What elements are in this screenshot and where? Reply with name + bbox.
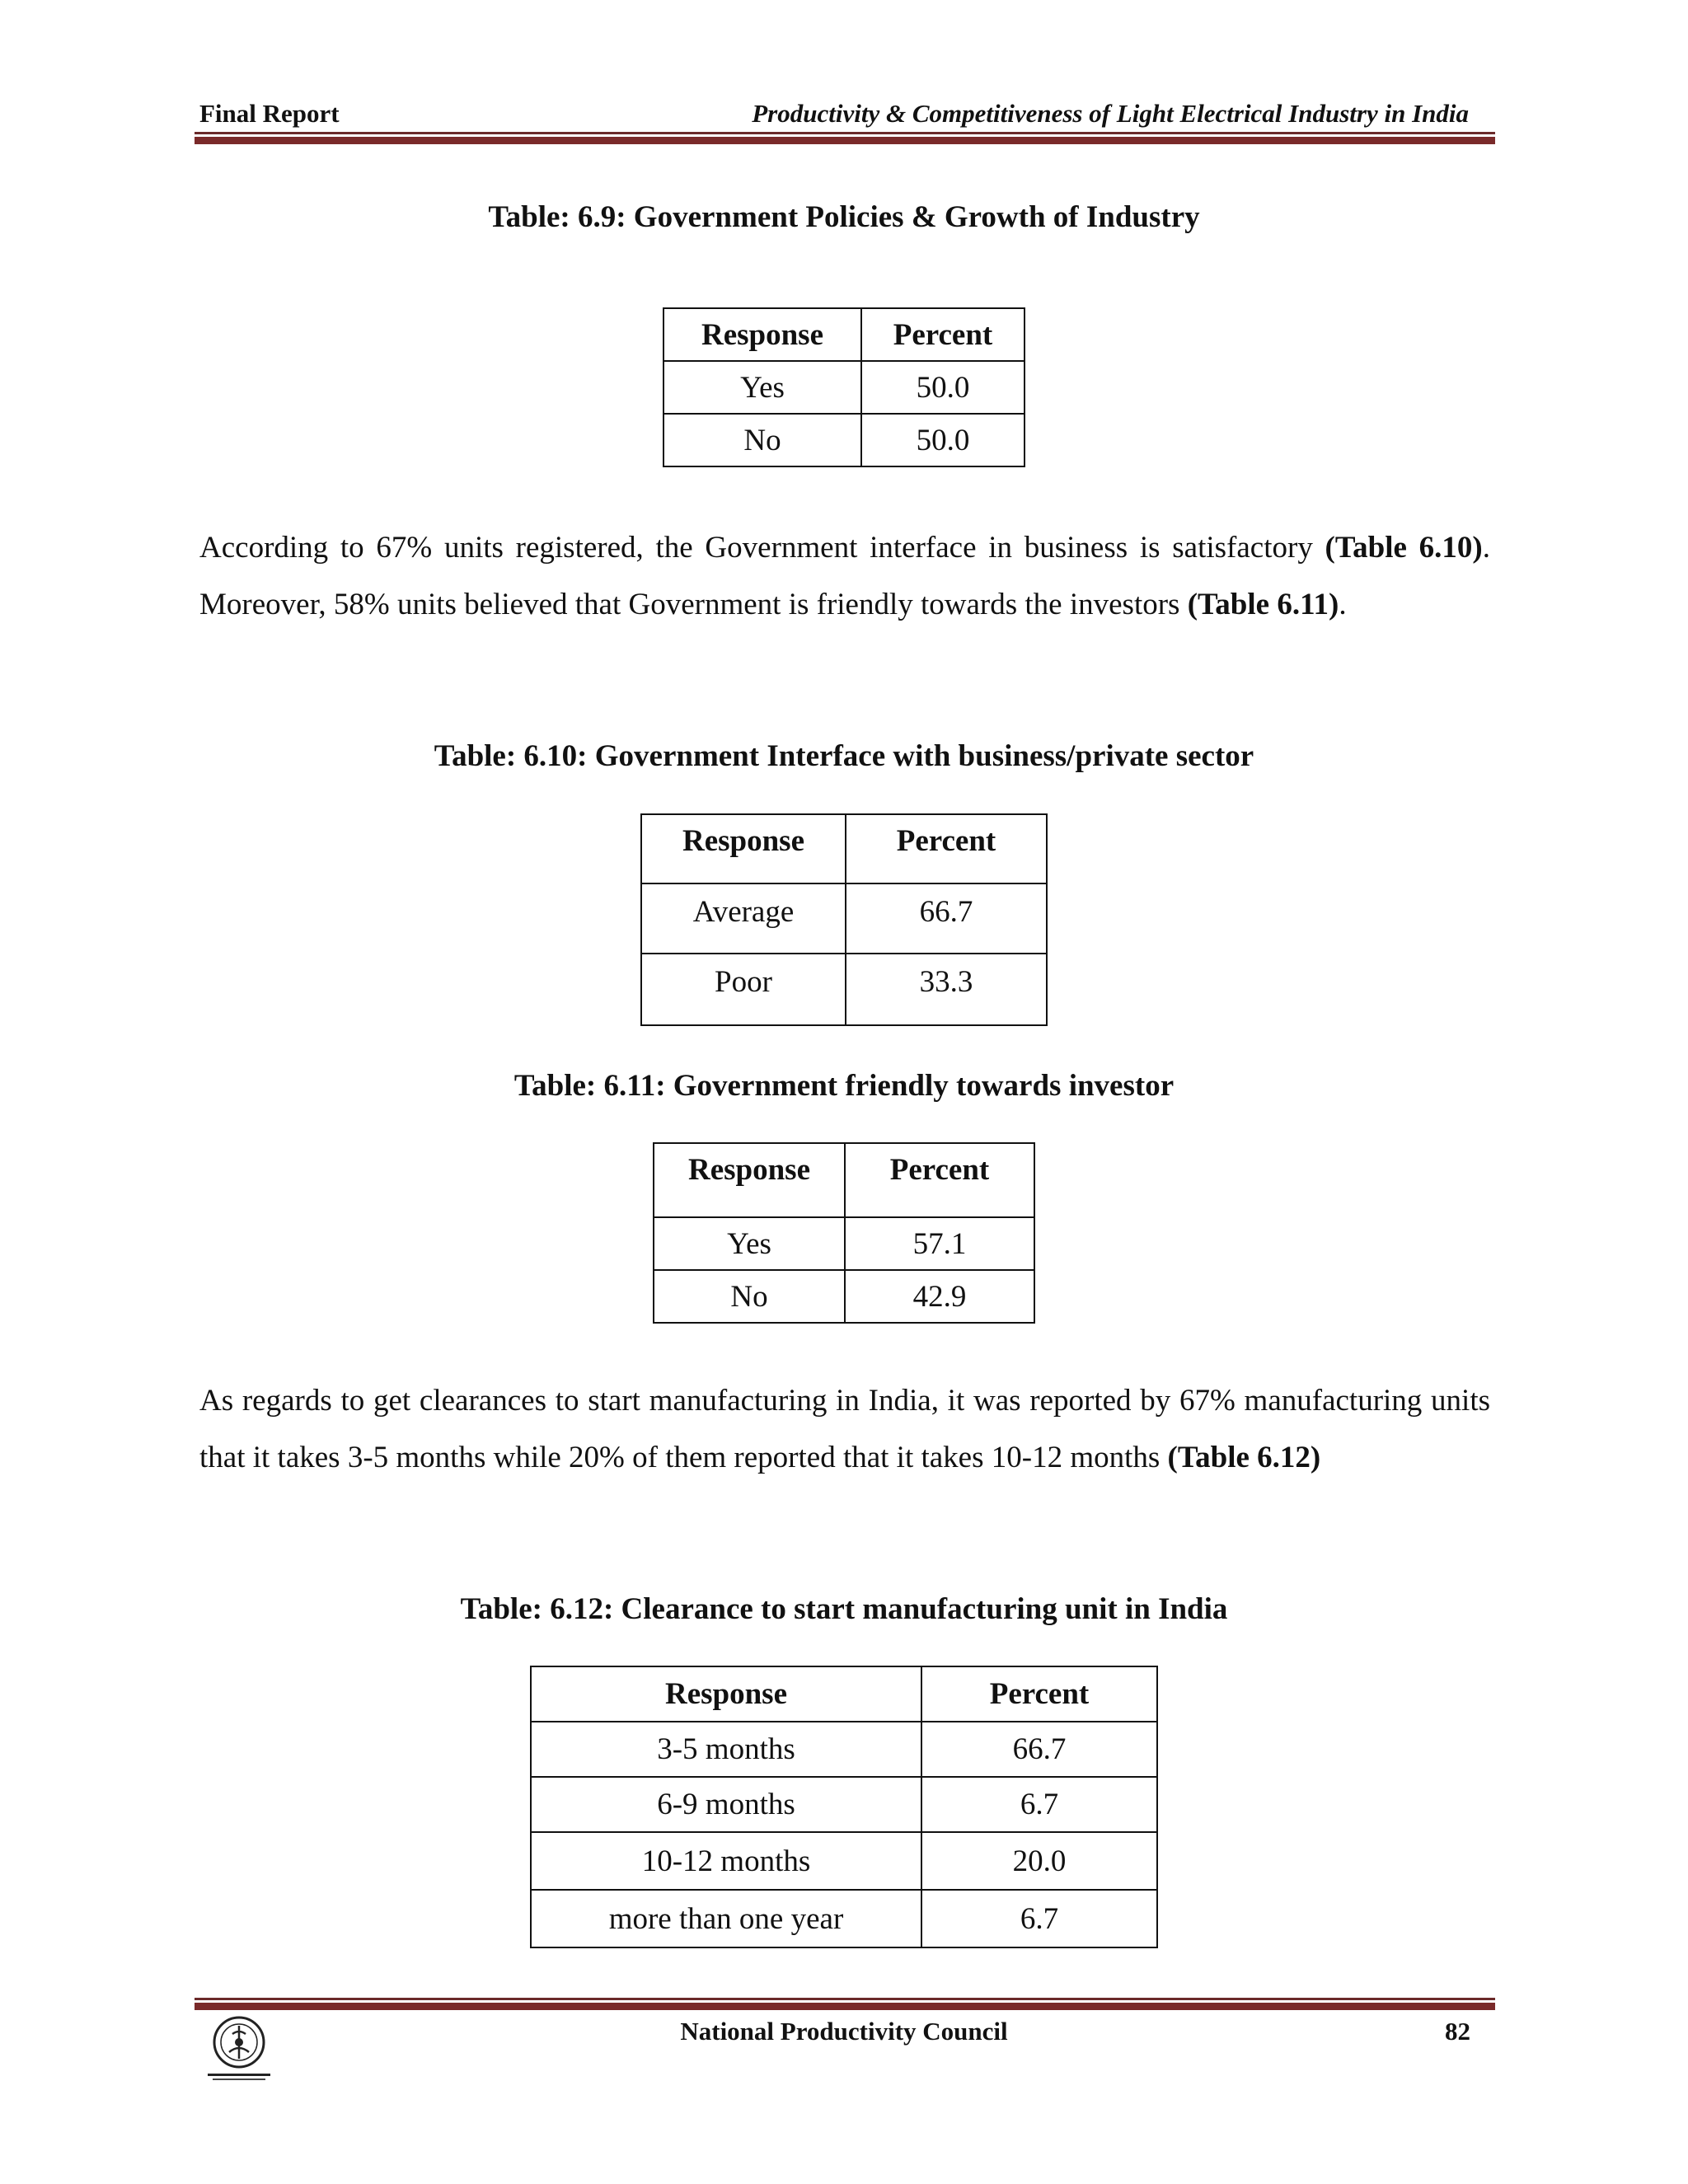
table-row	[531, 1832, 1157, 1890]
page-number: 82	[1445, 2017, 1470, 2046]
table-row	[531, 1722, 1157, 1777]
header-document-title: Productivity & Competitiveness of Light Electrical Industry in India	[752, 99, 1469, 128]
para1-text-1: According to 67% units registered, the Government interface in business is satisfactory	[199, 531, 1325, 565]
cell-response: 3-5 months	[531, 1722, 921, 1777]
cell-response: 10-12 months	[531, 1832, 921, 1890]
para2-text: As regards to get clearances to start manufacturing in India, it was reported by 67% manufacturing units that it takes 3-5 months while 20% of them reported that it takes 10-12 months	[199, 1384, 1490, 1474]
cell-response: Poor	[641, 954, 846, 1025]
column-header-response: Response	[641, 814, 846, 883]
cell-response: No	[663, 414, 861, 466]
cell-response: No	[654, 1270, 845, 1323]
cell-percent: 33.3	[846, 954, 1047, 1025]
cell-percent: 66.7	[846, 883, 1047, 954]
cell-response: Yes	[654, 1217, 845, 1270]
column-header-percent: Percent	[845, 1143, 1034, 1217]
cell-response: Average	[641, 883, 846, 954]
header-rule-thin	[195, 132, 1495, 134]
table-6-11	[653, 1142, 1035, 1324]
header-report-label: Final Report	[199, 99, 340, 128]
table-6-10	[640, 813, 1048, 1026]
cell-percent: 50.0	[861, 414, 1025, 466]
table-6-12-caption: Table: 6.12: Clearance to start manufacturing unit in India	[460, 1592, 1228, 1626]
column-header-percent: Percent	[921, 1666, 1157, 1722]
cell-response: more than one year	[531, 1890, 921, 1947]
column-header-response: Response	[531, 1666, 921, 1722]
cell-response: 6-9 months	[531, 1777, 921, 1832]
para1-ref-table-6-10: (Table 6.10)	[1325, 531, 1483, 565]
cell-percent: 20.0	[921, 1832, 1157, 1890]
table-6-9-caption: Table: 6.9: Government Policies & Growth of Industry	[488, 200, 1200, 234]
paragraph-clearances	[199, 1372, 1490, 1486]
table-6-9	[663, 307, 1025, 467]
table-6-10-caption: Table: 6.10: Government Interface with business/private sector	[434, 739, 1254, 773]
cell-percent: 66.7	[921, 1722, 1157, 1777]
cell-percent: 6.7	[921, 1890, 1157, 1947]
column-header-percent: Percent	[846, 814, 1047, 883]
table-row	[531, 1890, 1157, 1947]
para1-ref-table-6-11: (Table 6.11)	[1187, 588, 1339, 621]
table-row	[654, 1217, 1034, 1270]
header-rule-thick	[195, 137, 1495, 144]
table-row	[654, 1270, 1034, 1323]
para2-ref-table-6-12: (Table 6.12)	[1167, 1441, 1321, 1474]
column-header-response: Response	[654, 1143, 845, 1217]
footer-rule-thin	[195, 1998, 1495, 2000]
table-row	[663, 361, 1025, 414]
column-header-response: Response	[663, 308, 861, 361]
para1-text-2: . Moreover, 58% units believed that Government is friendly towards the investors	[199, 531, 1490, 621]
table-row	[663, 414, 1025, 466]
cell-response: Yes	[663, 361, 861, 414]
table-row	[641, 883, 1047, 954]
footer-rule-thick	[195, 2003, 1495, 2010]
table-6-12	[530, 1666, 1158, 1948]
table-6-11-caption: Table: 6.11: Government friendly towards investor	[513, 1069, 1175, 1103]
column-header-percent: Percent	[861, 308, 1025, 361]
table-row	[531, 1777, 1157, 1832]
para1-text-3: .	[1339, 588, 1347, 621]
footer-organization: National Productivity Council	[680, 2017, 1008, 2046]
cell-percent: 50.0	[861, 361, 1025, 414]
table-row	[641, 954, 1047, 1025]
cell-percent: 57.1	[845, 1217, 1034, 1270]
paragraph-government-interface	[199, 519, 1490, 633]
cell-percent: 42.9	[845, 1270, 1034, 1323]
cell-percent: 6.7	[921, 1777, 1157, 1832]
